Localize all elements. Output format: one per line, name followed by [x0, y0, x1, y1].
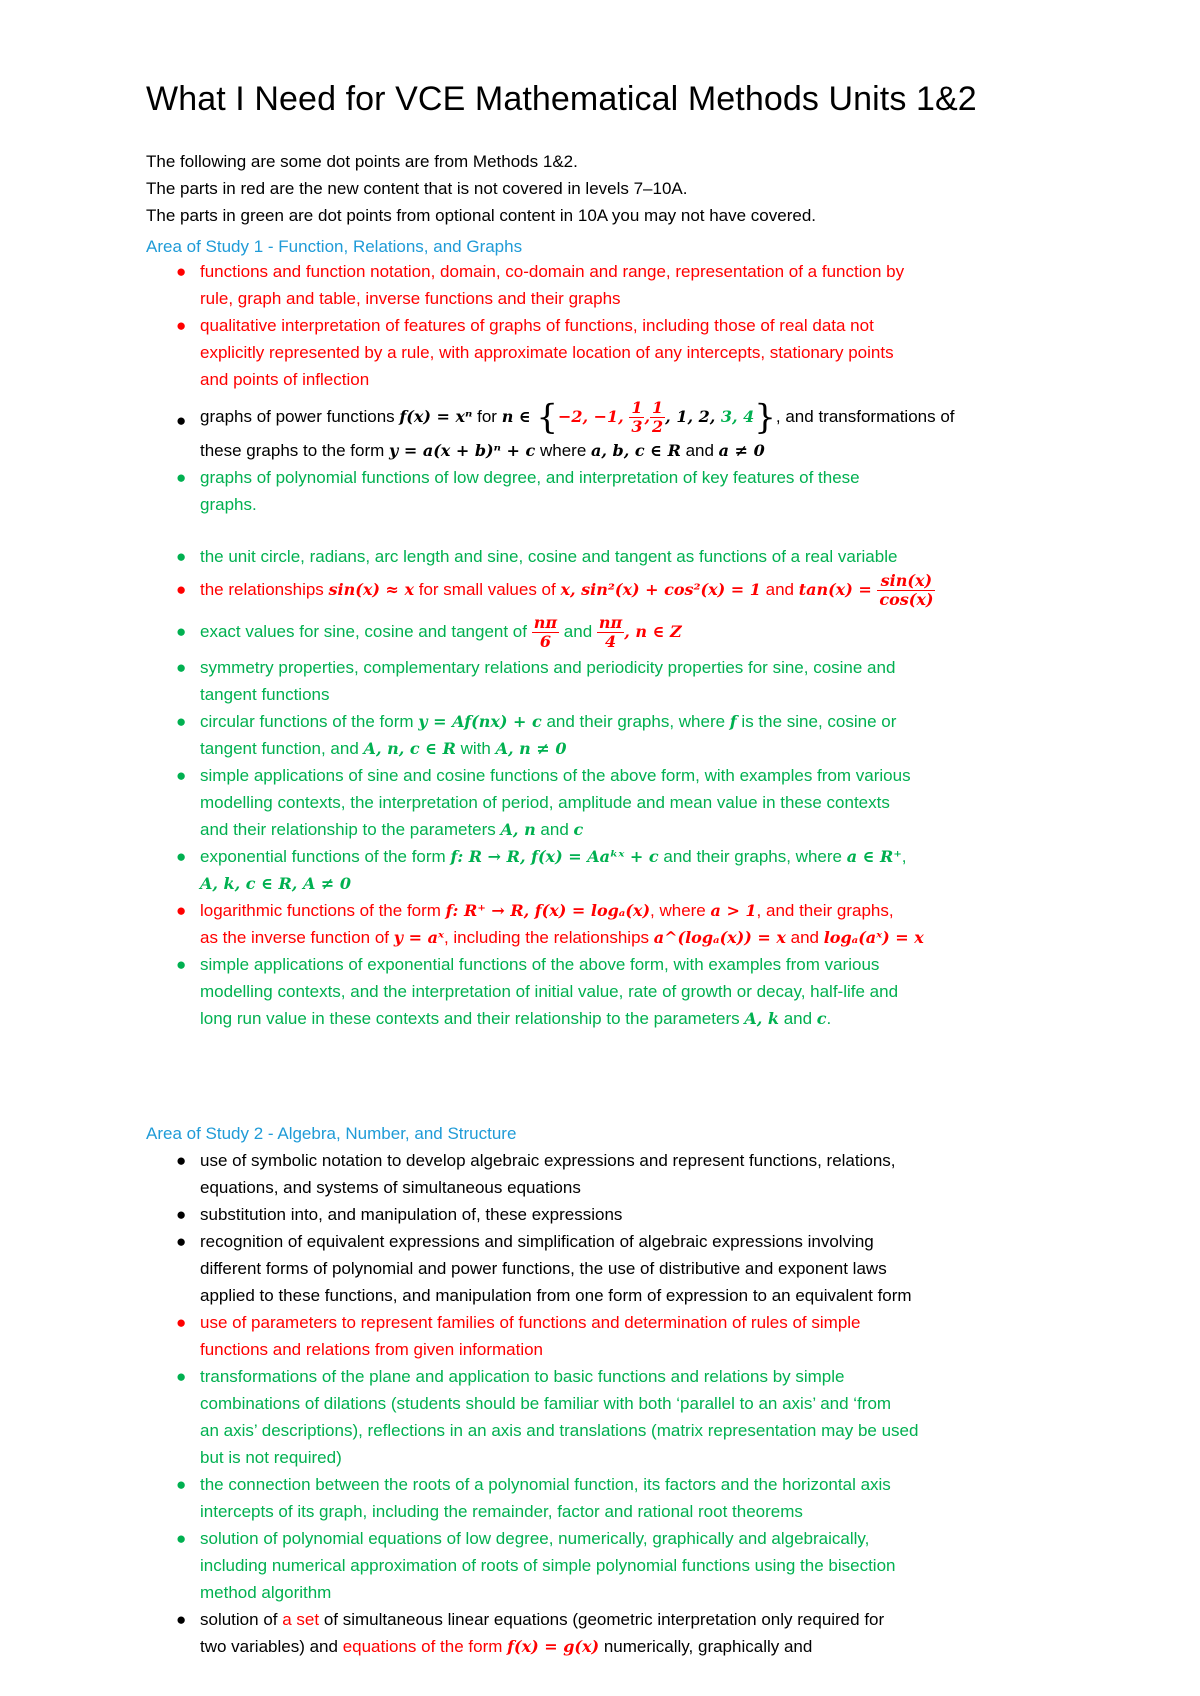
list-item: ● simple applications of sine and cosine functions of the above form, with examples from various modelling contexts, the interpretation of period, amplitude and mean value in these contexts and their relationship to the parameters A, n and c	[176, 762, 1096, 843]
bullet-icon: ●	[176, 1529, 187, 1548]
fraction: $\frac{1}{3}$	[631, 398, 643, 437]
list-item: ● symmetry properties, complementary relations and periodicity properties for sine, cosine and tangent functions	[176, 654, 1096, 708]
intro-line: The parts in red are the new content that is not covered in levels 7–10A.	[146, 179, 688, 198]
list-item: ● use of symbolic notation to develop algebraic expressions and represent functions, relations, equations, and systems of simultaneous equations	[176, 1147, 1096, 1201]
list-item: ● graphs of polynomial functions of low degree, and interpretation of key features of these graphs.	[176, 464, 1096, 518]
bullet-icon: ●	[176, 622, 187, 641]
bullet-icon: ●	[176, 1475, 187, 1494]
bullet-icon: ●	[176, 955, 187, 974]
right-brace-icon: }	[754, 397, 776, 438]
aos1-list	[176, 258, 1096, 1032]
bullet-icon: ●	[176, 1151, 187, 1170]
list-item: ● qualitative interpretation of features of graphs of functions, including those of real data not explicitly represented by a rule, with approximate location of any intercepts, stationary points and points of inflection	[176, 312, 1096, 393]
fraction: $\frac{\sin(x)}{\cos(x)}$	[879, 571, 934, 610]
intro-line: The parts in green are dot points from optional content in 10A you may not have covered.	[146, 206, 817, 225]
list-item: ● exponential functions of the form f: R → R, f(x) = Aaᵏˣ + c and their graphs, where a ∈ R⁺, A, k, c ∈ R, A ≠ 0	[176, 843, 1096, 897]
list-item: ● the unit circle, radians, arc length and sine, cosine and tangent as functions of a real variable	[176, 543, 1096, 570]
list-item: ● the relationships sin(x) ≈ x for small values of x, sin²(x) + cos²(x) = 1 and tan(x) = $\frac{\sin(x)}{\cos(x)}$	[176, 571, 934, 610]
fraction: $\frac{1}{2}$	[652, 398, 664, 437]
fraction: $\frac{n\pi}{4}$	[598, 613, 623, 652]
list-item: ● transformations of the plane and application to basic functions and relations by simple combinations of dilations (students should be familiar with both ‘parallel to an axis’ and ‘from an axis’ descriptions), reflections in an axis and translations (matrix representation may be used but is not required)	[176, 1363, 1096, 1471]
aos2-list	[176, 1147, 1096, 1660]
list-item: ● use of parameters to represent families of functions and determination of rules of simple functions and relations from given information	[176, 1309, 1096, 1363]
bullet-icon: ●	[176, 901, 187, 920]
list-item: ● circular functions of the form y = Af(nx) + c and their graphs, where f is the sine, cosine or tangent function, and A, n, c ∈ R with A, n ≠ 0	[176, 708, 1096, 762]
left-brace-icon: {	[536, 397, 558, 438]
list-item: ● exact values for sine, cosine and tangent of $\frac{n\pi}{6}$ and $\frac{n\pi}{4}$ , n ∈ Z	[176, 613, 682, 652]
section-heading-aos2: Area of Study 2 - Algebra, Number, and Structure	[146, 1124, 517, 1143]
list-item: ● recognition of equivalent expressions and simplification of algebraic expressions involving different forms of polynomial and power functions, the use of distributive and exponent laws applied to these functions, and manipulation from one form of expression to an equivalent form	[176, 1228, 1096, 1309]
list-item: ● graphs of power functions f(x) = xⁿ for n ∈ {−2, −1, $\frac{1}{3}$ , $\frac{1}{2}$ , 1, 2, 3, 4}, and transformations of these graphs to the form y = a(x + b)ⁿ + c where a, b, c ∈ R and a ≠ 0	[176, 397, 955, 460]
bullet-icon: ●	[176, 1610, 187, 1629]
bullet-icon: ●	[176, 658, 187, 677]
bullet-icon: ●	[176, 1367, 187, 1386]
list-item: ● solution of a set of simultaneous linear equations (geometric interpretation only required for two variables) and equations of the form f(x) = g(x) numerically, graphically and	[176, 1606, 1096, 1660]
bullet-icon: ●	[176, 712, 187, 731]
bullet-icon: ●	[176, 580, 187, 599]
bullet-icon: ●	[176, 262, 187, 281]
bullet-icon: ●	[176, 766, 187, 785]
list-item: ● solution of polynomial equations of low degree, numerically, graphically and algebraically, including numerical approximation of roots of simple polynomial functions using the bisection method algorithm	[176, 1525, 1096, 1606]
bullet-icon: ●	[176, 411, 187, 430]
bullet-icon: ●	[176, 1205, 187, 1224]
bullet-icon: ●	[176, 847, 187, 866]
bullet-icon: ●	[176, 547, 187, 566]
intro-text	[146, 148, 816, 229]
list-item: ● substitution into, and manipulation of, these expressions	[176, 1201, 1096, 1228]
bullet-icon: ●	[176, 1232, 187, 1251]
bullet-icon: ●	[176, 316, 187, 335]
section-heading-aos1: Area of Study 1 - Function, Relations, and Graphs	[146, 237, 523, 256]
page-title: What I Need for VCE Mathematical Methods Units 1&2	[146, 80, 977, 118]
list-item: ● functions and function notation, domain, co-domain and range, representation of a function by rule, graph and table, inverse functions and their graphs	[176, 258, 1096, 312]
list-item: ● logarithmic functions of the form f: R⁺ → R, f(x) = logₐ(x), where a > 1, and their graphs, as the inverse function of y = aˣ, including the relationships a^(logₐ(x)) = x and logₐ(aˣ) = x	[176, 897, 1096, 951]
bullet-icon: ●	[176, 468, 187, 487]
list-item: ● simple applications of exponential functions of the above form, with examples from various modelling contexts, and the interpretation of initial value, rate of growth or decay, half-life and long run value in these contexts and their relationship to the parameters A, k and c.	[176, 951, 1096, 1032]
intro-line: The following are some dot points are from Methods 1&2.	[146, 152, 578, 171]
list-item: ● the connection between the roots of a polynomial function, its factors and the horizontal axis intercepts of its graph, including the remainder, factor and rational root theorems	[176, 1471, 1096, 1525]
fraction: $\frac{n\pi}{6}$	[533, 613, 558, 652]
bullet-icon: ●	[176, 1313, 187, 1332]
